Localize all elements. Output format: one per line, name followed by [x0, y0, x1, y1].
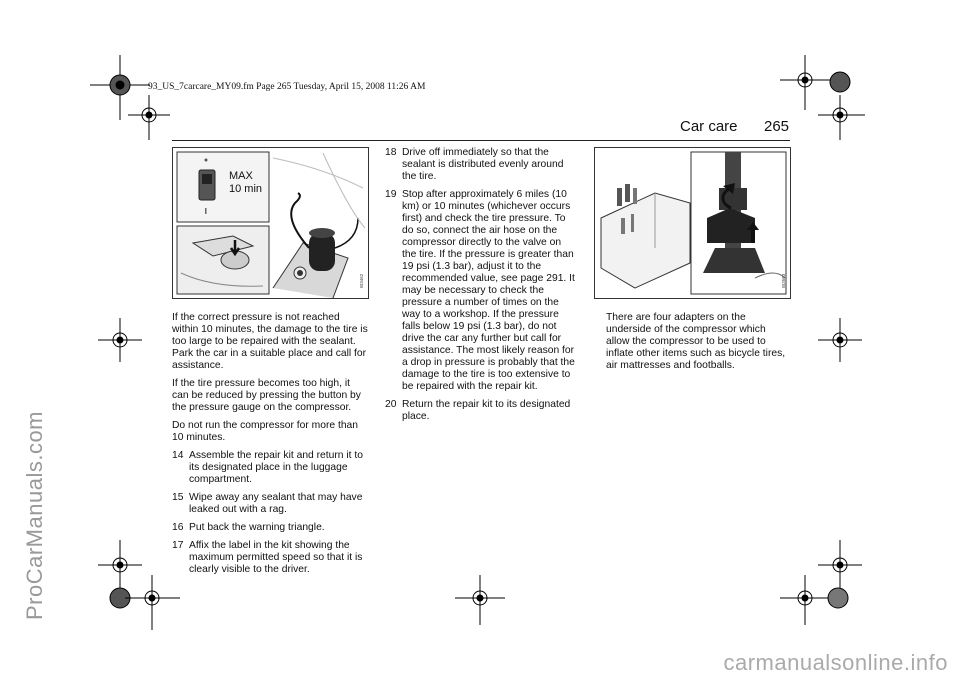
page-number: 265 [764, 118, 790, 135]
adapters-illustration [595, 148, 790, 298]
column-right [606, 312, 789, 378]
list-item: 19 Stop after approximately 6 miles (10 km) or 10 minutes (whichever occurs first) and check the tire pressure. To do so, connect the air hose on the compressor directly to the valve on the tire. If the pressure is greater than 19 psi (1.3 bar), adjust it to the recommended value, see page 291. It may be necessary to check the pressure a number of times on the way to a workshop. If the pressure falls below 19 psi (1.3 bar), do not drive the car any further but call for assistance. The most likely reason for a drop in pressure is probably that the damage to the tire is too extensive to be repaired with the repair kit. [385, 189, 575, 392]
figure-code: IB3462 [359, 273, 364, 288]
list-item: 16 Put back the warning triangle. [172, 522, 325, 533]
column-left [172, 312, 368, 582]
compressor-illustration [173, 148, 368, 298]
list-item: 15 Wipe away any sealant that may have leaked out with a rag. [172, 492, 363, 515]
paragraph: There are four adapters on the underside of the compressor which allow the compressor to be used to inflate other items such as bicycle tires, air mattresses and footballs. [606, 312, 786, 371]
switch-label-time: 10 min [229, 183, 263, 195]
section-title: Car care [680, 118, 738, 135]
list-item: 17 Affix the label in the kit showing the maximum permitted speed so that it is clearly visible to the driver. [172, 540, 363, 575]
paragraph: If the tire pressure becomes too high, it can be reduced by pressing the button by the pressure gauge on the compressor. [172, 378, 361, 413]
list-item: 14 Assemble the repair kit and return it to its designated place in the luggage compartment. [172, 450, 363, 485]
column-middle [385, 147, 578, 429]
file-info: 93_US_7carcare_MY09.fm Page 265 Tuesday, April 15, 2008 11:26 AM [148, 82, 426, 92]
figure-code: IB3563 [781, 273, 786, 288]
paragraph: Do not run the compressor for more than 10 minutes. [172, 420, 359, 443]
compressor-figure [172, 147, 369, 299]
side-watermark: ProCarManuals.com [22, 410, 47, 620]
header-rule [172, 140, 790, 141]
footer-watermark: carmanualsonline.info [723, 650, 948, 675]
adapters-figure [594, 147, 791, 299]
list-item: 18 Drive off immediately so that the sealant is distributed evenly around the tire. [385, 147, 564, 182]
paragraph: If the correct pressure is not reached within 10 minutes, the damage to the tire is too large to be repaired with the sealant. Park the car in a suitable place and call for assistance. [172, 312, 368, 371]
list-item: 20 Return the repair kit to its designated place. [385, 399, 571, 422]
switch-label-max: MAX [229, 170, 253, 182]
